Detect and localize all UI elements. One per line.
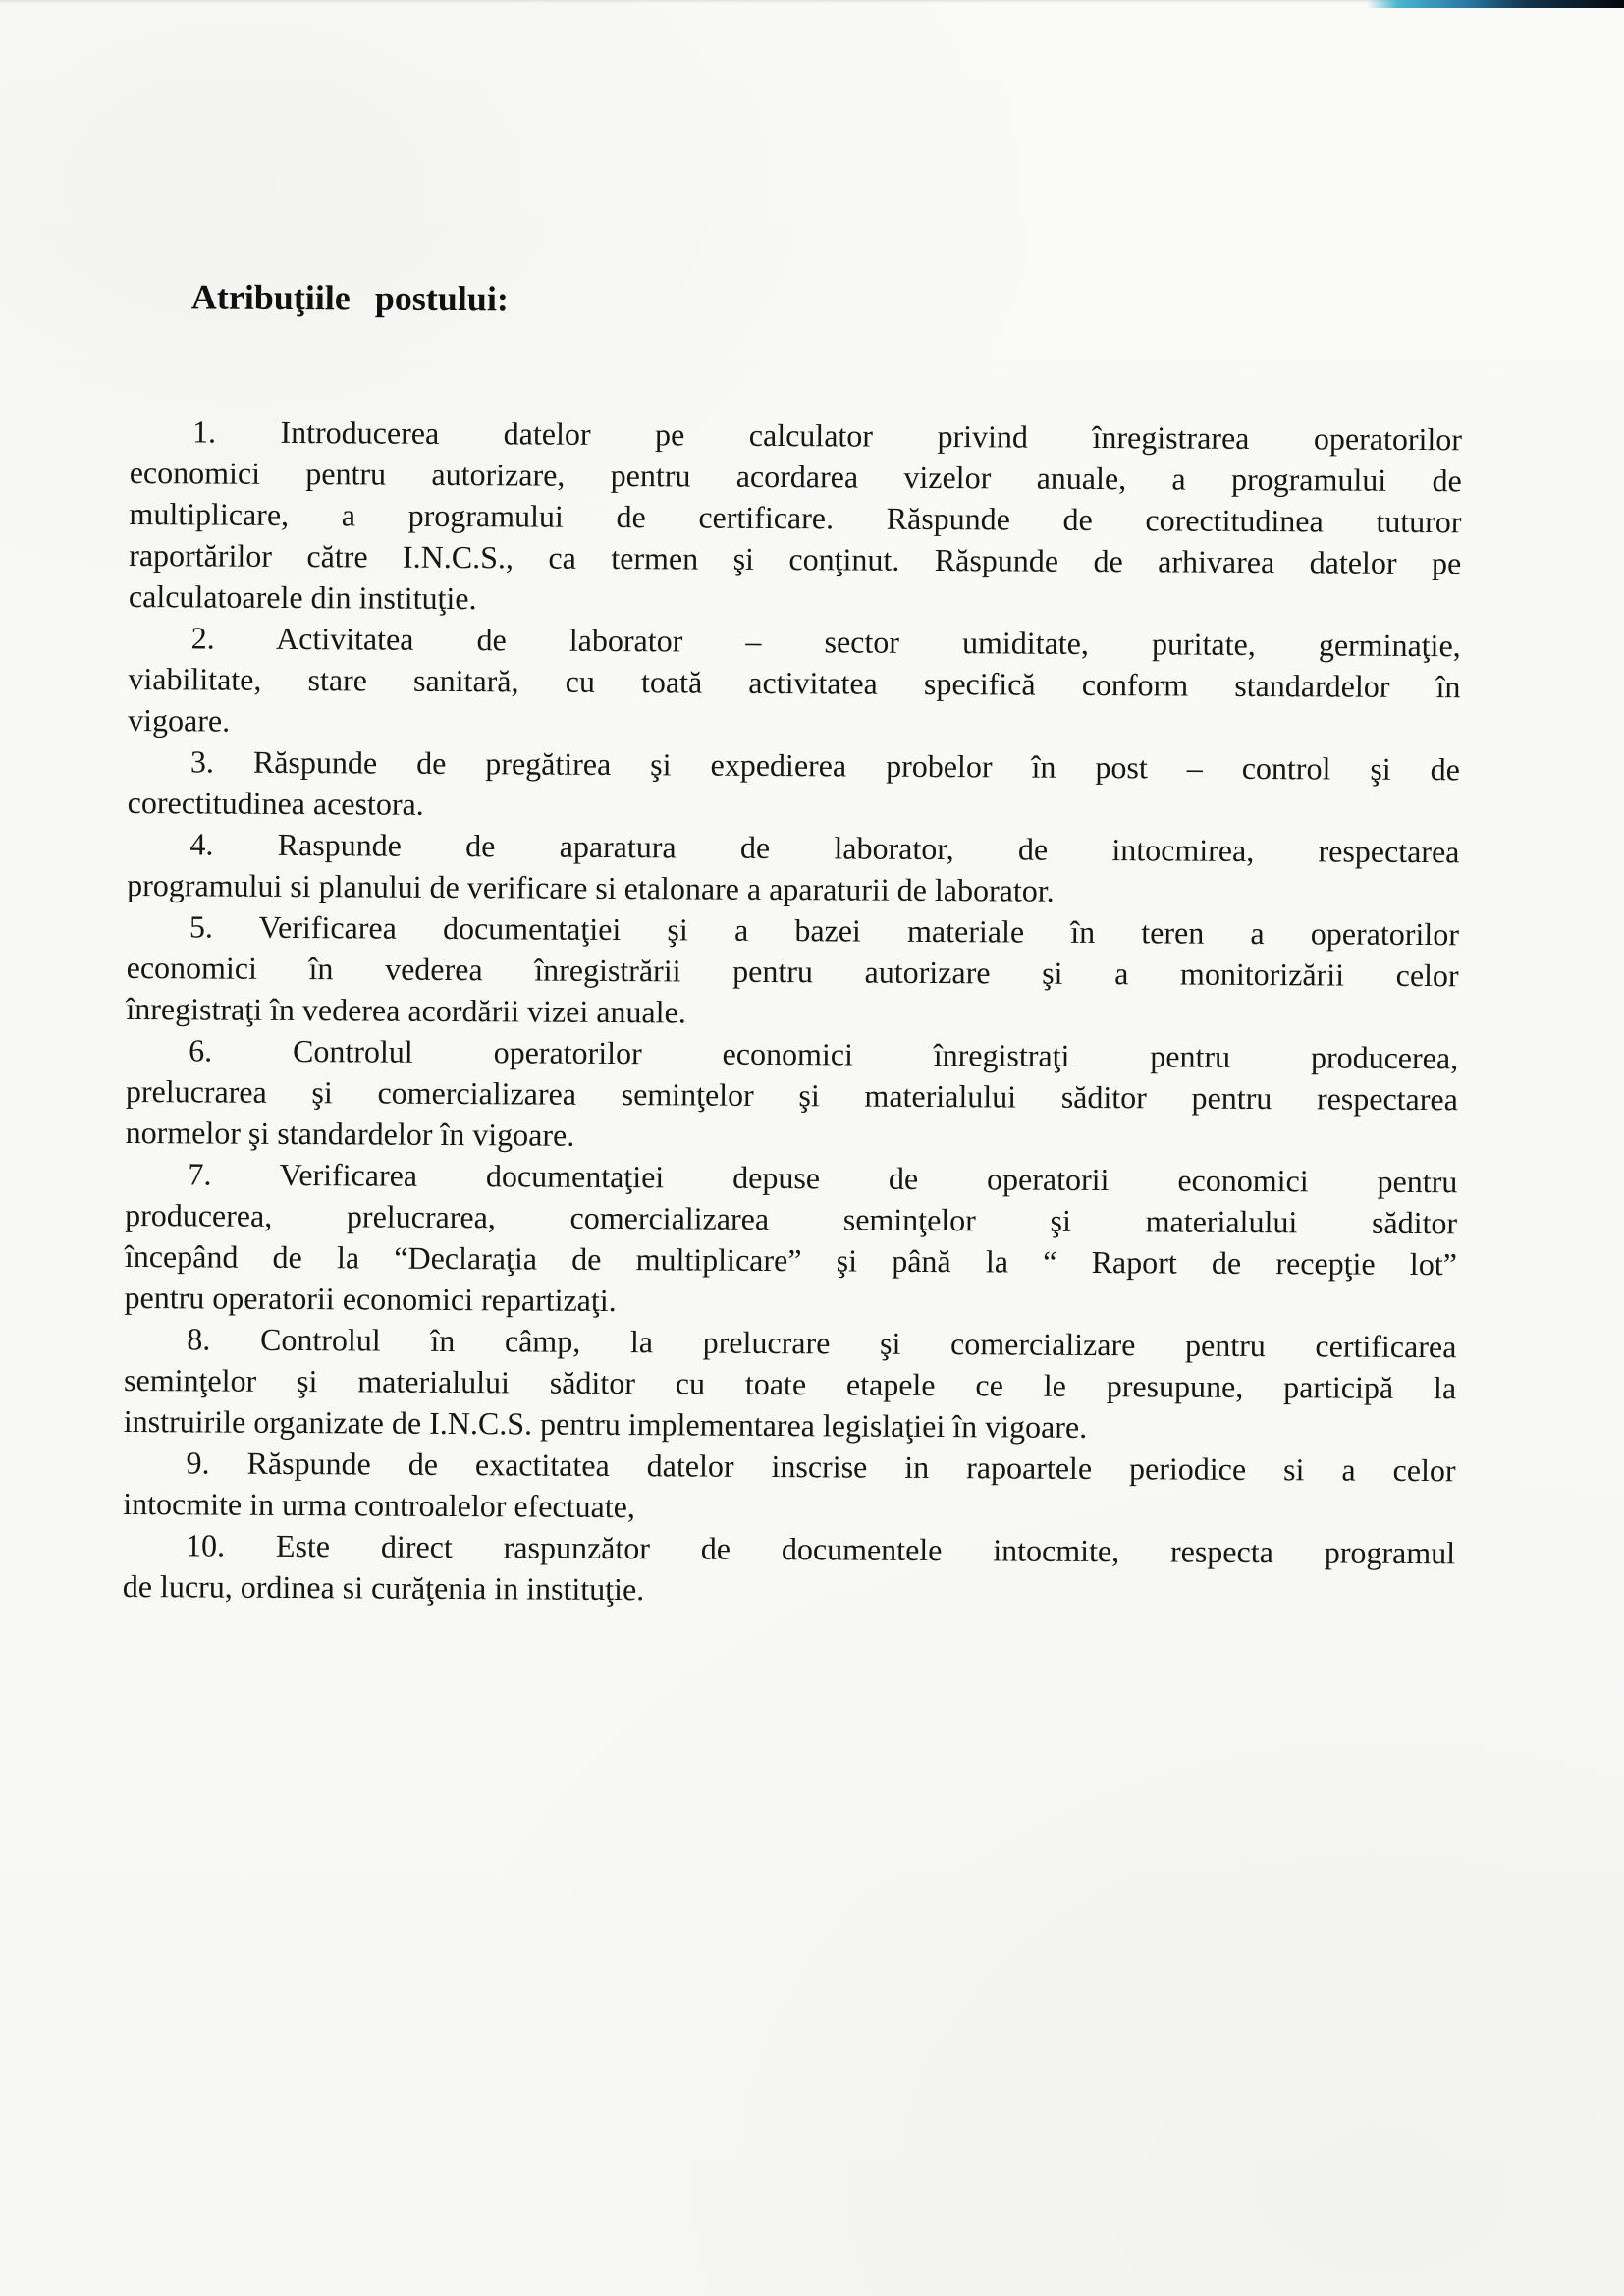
job-duty-item-6 — [126, 1029, 1459, 1161]
text-line: de lucru, ordinea si curăţenia in instituţie. — [122, 1567, 645, 1608]
job-duty-item-5 — [126, 905, 1459, 1037]
document-body — [123, 273, 1463, 1614]
job-duty-item-8 — [124, 1318, 1457, 1449]
text-line: programului si planului de verificare si etalonare a aparaturii de laborator. — [127, 866, 1055, 908]
text-line: prelucrarea şi comercializarea seminţelor şi materialului săditor pentru respectarea — [125, 1072, 1458, 1118]
text-line: raportărilor către I.N.C.S., ca termen şi conţinut. Răspunde de arhivarea datelor pe — [129, 536, 1462, 581]
job-duty-item-10 — [123, 1524, 1455, 1614]
job-duty-item-9 — [123, 1442, 1455, 1532]
text-line: economici pentru autorizare, pentru acordarea vizelor anuale, a programului de — [129, 454, 1462, 499]
job-duty-item-2 — [128, 617, 1461, 748]
job-duty-item-7 — [125, 1153, 1458, 1326]
text-line: 3. Răspunde de pregătirea şi expedierea probelor în post – control şi de — [189, 743, 1461, 788]
text-line: 7. Verificarea documentaţiei depuse de operatorii economici pentru — [188, 1156, 1458, 1200]
text-line: seminţelor şi materialului săditor cu toate etapele ce le presupune, participă la — [124, 1361, 1457, 1406]
text-line: viabilitate, stare sanitară, cu toată activitatea specifică conform standardelor în — [128, 660, 1461, 705]
text-line: 1. Introducerea datelor pe calculator privind înregistrarea operatorilor — [191, 413, 1463, 458]
text-line: 5. Verificarea documentaţiei şi a bazei materiale în teren a operatorilor — [189, 908, 1460, 953]
text-line: 9. Răspunde de exactitatea datelor inscrise in rapoartele periodice si a celor — [186, 1445, 1456, 1489]
text-line: 2. Activitatea de laborator – sector umiditate, puritate, germinaţie, — [190, 620, 1461, 664]
text-line: normelor şi standardelor în vigoare. — [125, 1114, 575, 1153]
text-line: calculatoarele din instituţie. — [128, 577, 477, 617]
text-line: vigoare. — [128, 701, 231, 738]
scan-artifact-stripe — [1367, 0, 1624, 8]
text-line: producerea, prelucrarea, comercializarea seminţelor şi materialului săditor — [125, 1196, 1458, 1241]
job-duty-item-3 — [128, 740, 1460, 831]
text-line: economici în vederea înregistrării pentru autorizare şi a monitorizării celor — [126, 949, 1459, 994]
text-line: înregistraţi în vederea acordării vizei anuale. — [126, 990, 686, 1030]
text-line: multiplicare, a programului de certificare. Răspunde de corectitudinea tuturor — [129, 495, 1462, 540]
text-line: corectitudinea acestora. — [127, 784, 424, 822]
job-duty-item-1 — [129, 410, 1462, 625]
job-duty-item-4 — [127, 823, 1459, 913]
text-line: 10. Este direct raspunzător de documentele intocmite, respecta programul — [185, 1527, 1456, 1571]
text-line: 4. Raspunde de aparatura de laborator, de intocmirea, respectarea — [189, 826, 1460, 870]
text-line: instruirile organizate de I.N.C.S. pentru implementarea legislaţiei în vigoare. — [123, 1402, 1088, 1445]
text-line: 8. Controlul în câmp, la prelucrare şi comercializare pentru certificarea — [187, 1321, 1457, 1365]
text-line: 6. Controlul operatorilor economici înregistraţi pentru producerea, — [189, 1032, 1459, 1076]
text-line: intocmite in urma controalelor efectuate, — [123, 1485, 635, 1525]
document-title: Atribuţiile postului: — [190, 277, 510, 319]
text-line: pentru operatorii economici repartizaţi. — [124, 1279, 617, 1319]
text-line: începând de la “Declaraţia de multiplicare” şi până la “ Raport de recepţie lot” — [124, 1237, 1457, 1283]
